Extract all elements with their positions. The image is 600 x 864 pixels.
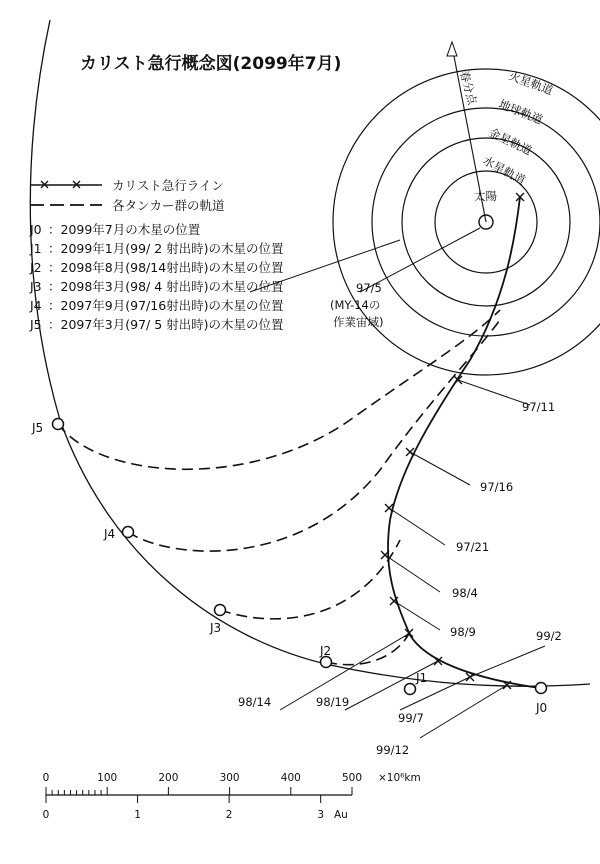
position-legend-text: ：2099年7月の木星の位置 [48,222,201,237]
j0-label: J0 [536,701,548,715]
position-legend-key: J2 [30,260,42,275]
tanker-97-16: 97/16 [480,480,514,494]
scale-top-tick-label: 500 [341,772,363,784]
tanker-98-14: 98/14 [238,695,272,709]
venus-orbit-label: 金星軌道 [486,125,535,158]
legend [29,178,284,332]
scale-bottom-tick-label: 3 [317,809,325,821]
jupiter-j0 [536,683,547,694]
j1-label: J1 [416,671,428,685]
position-legend-text: ：2099年1月(99/ 2 射出時)の木星の位置 [48,241,284,256]
tanker-98-4: 98/4 [452,586,478,600]
scale-top-tick-label: 100 [97,772,118,784]
work-area-line1: (MY-14の [330,298,381,312]
tanker-orbit-j3 [220,540,400,619]
tanker-99-2: 99/2 [536,629,562,643]
position-legend-text: ：2097年3月(97/ 5 射出時)の木星の位置 [48,317,284,332]
sun-label: 太陽 [474,189,497,203]
position-legend-key: J1 [30,241,42,256]
jupiter-j4 [123,527,134,538]
jupiter-j5 [53,419,64,430]
work-area-line2: 作業宙域) [333,315,384,329]
tanker-97-21: 97/21 [456,540,490,554]
scale-top-tick-label: 200 [158,772,179,784]
tanker-99-12: 99/12 [376,743,410,757]
vernal-equinox-arrow-icon [447,42,457,56]
tanker-orbit-j2 [326,632,410,665]
scale-top-tick-label: 400 [280,772,301,784]
j5-label: J5 [32,421,44,435]
position-legend [29,222,284,332]
work-area-id: 97/5 [356,281,382,295]
tanker-orbit-j5 [58,310,500,469]
j2-label: J2 [320,644,332,658]
tanker-99-7: 99/7 [398,711,424,725]
position-legend-key: J4 [30,298,42,313]
vernal-equinox-label: 春分点 [457,69,480,107]
position-legend-text: ：2097年9月(97/16射出時)の木星の位置 [48,298,284,313]
legend-express-label: カリスト急行ライン [112,178,224,193]
position-legend-key: J3 [30,279,42,294]
jupiter-j3 [215,605,226,616]
scale-bottom-tick-label: 1 [134,809,141,821]
mars-orbit-label: 火星軌道 [506,68,555,98]
position-legend-text: ：2098年3月(98/ 4 射出時)の木星の位置 [48,279,284,294]
tanker-orbits [58,310,500,665]
j4-label: J4 [104,527,116,541]
tanker-98-19: 98/19 [316,695,350,709]
jupiter-orbit [30,20,590,686]
mars-orbit [333,69,600,375]
tanker-98-9: 98/9 [450,625,476,639]
jupiter-positions [53,419,547,695]
diagram-title: カリスト急行概念図(2099年7月) [80,54,342,74]
jupiter-j2 [321,657,332,668]
earth-orbit-label: 地球軌道 [496,96,545,128]
jupiter-j1 [405,684,416,695]
j3-label: J3 [210,621,222,635]
mercury-orbit-label: 水星軌道 [480,153,528,188]
scale-bar [43,772,421,821]
scale-bottom-tick-label: 2 [225,809,233,821]
callisto-express-line [388,197,540,688]
scale-top-tick-label: 0 [42,772,50,784]
scale-bottom-tick-label: 0 [42,809,50,821]
scale-bottom-unit: Au [334,809,348,821]
position-legend-key: J5 [30,317,42,332]
position-legend-key: J0 [30,222,42,237]
position-legend-text: ：2098年8月(98/14射出時)の木星の位置 [48,260,284,275]
tanker-97-11: 97/11 [522,400,556,414]
legend-tanker-label: 各タンカー群の軌道 [112,198,225,213]
scale-top-unit: ×10⁶km [378,772,421,784]
scale-top-tick-label: 300 [219,772,240,784]
